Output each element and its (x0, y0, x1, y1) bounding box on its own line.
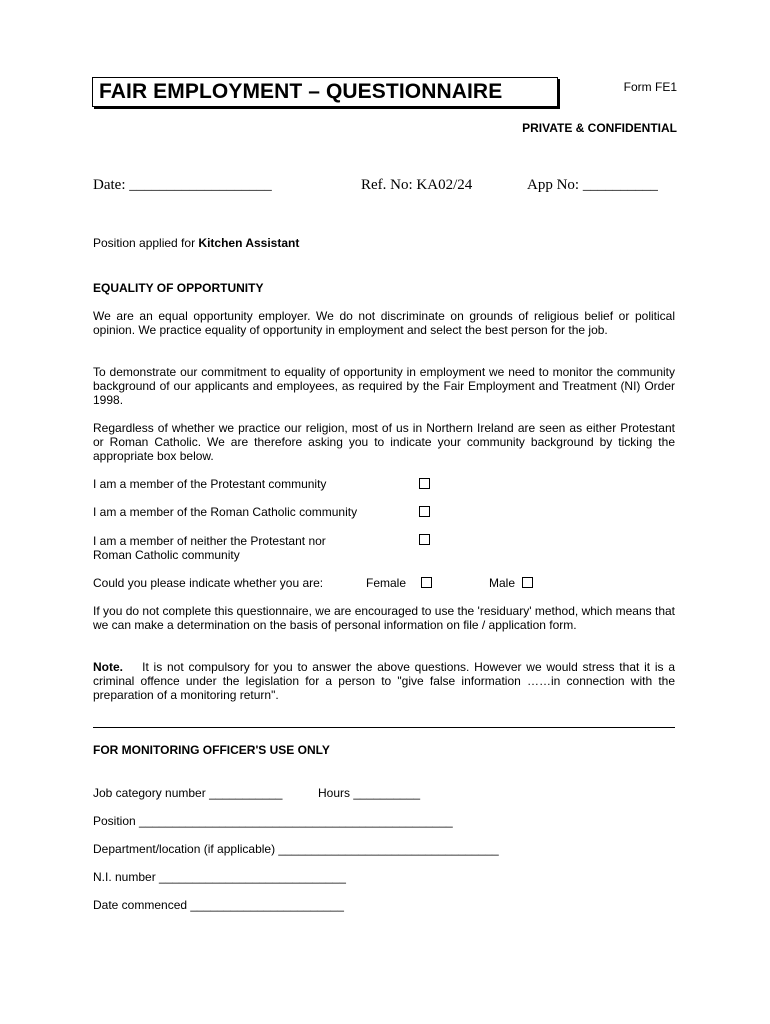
job-category-field[interactable]: Job category number ___________ (93, 786, 283, 800)
checkbox-male[interactable] (522, 577, 533, 588)
hours-field[interactable]: Hours __________ (318, 786, 421, 800)
confidential-label: PRIVATE & CONFIDENTIAL (522, 121, 677, 135)
note-paragraph (93, 660, 675, 702)
equality-paragraph-2: To demonstrate our commitment to equality of opportunity in employment we need to monitor the community background of our applicants and employees, as required by the Fair Employment and Treatment (NI) Order 1998. (93, 365, 675, 407)
option-catholic-label: I am a member of the Roman Catholic community (93, 505, 358, 519)
checkbox-protestant[interactable] (419, 478, 430, 489)
option-neither-label (93, 534, 326, 562)
option-neither-line-1: I am a member of neither the Protestant nor (93, 534, 326, 548)
department-field[interactable]: Department/location (if applicable) _________________________________ (93, 842, 499, 856)
gender-question: Could you please indicate whether you are: (93, 576, 324, 590)
monitoring-position-field[interactable]: Position _______________________________________________ (93, 814, 453, 828)
gender-female-label: Female (366, 576, 407, 590)
equality-paragraph-1: We are an equal opportunity employer. We do not discriminate on grounds of religious belief or political opinion. We practice equality of opportunity in employment and select the best person for the job. (93, 309, 675, 337)
ref-field (361, 177, 472, 194)
gender-male-label: Male (489, 576, 516, 590)
position-applied (93, 236, 299, 250)
divider (93, 727, 675, 728)
equality-heading: EQUALITY OF OPPORTUNITY (93, 281, 264, 295)
option-neither-line-2: Roman Catholic community (93, 548, 240, 562)
form-title: FAIR EMPLOYMENT – QUESTIONNAIRE (99, 80, 503, 103)
ref-value: KA02/24 (416, 177, 473, 193)
residuary-paragraph: If you do not complete this questionnaire, we are encouraged to use the 'residuary' method, which means that we can make a determination on the basis of personal information on file / application form. (93, 604, 675, 632)
option-protestant-label: I am a member of the Protestant community (93, 477, 327, 491)
title-box (92, 77, 558, 107)
checkbox-catholic[interactable] (419, 506, 430, 517)
form-number: Form FE1 (623, 80, 677, 94)
checkbox-female[interactable] (421, 577, 432, 588)
checkbox-neither[interactable] (419, 534, 430, 545)
position-value: Kitchen Assistant (198, 236, 300, 250)
position-label: Position applied for (93, 236, 196, 250)
date-commenced-field[interactable]: Date commenced _______________________ (93, 898, 344, 912)
ref-label: Ref. No: (361, 177, 413, 193)
monitoring-heading: FOR MONITORING OFFICER'S USE ONLY (93, 743, 330, 757)
ni-number-field[interactable]: N.I. number ____________________________ (93, 870, 346, 884)
note-label: Note. (93, 660, 123, 674)
date-field[interactable]: Date: ___________________ (93, 177, 272, 193)
note-text: It is not compulsory for you to answer the above questions. However we would stress that it is a criminal offence under the legislation for a person to "give false information ……in connection with the preparation of a monitoring return". (93, 660, 675, 702)
app-no-field[interactable]: App No: __________ (527, 177, 658, 193)
equality-paragraph-3: Regardless of whether we practice our religion, most of us in Northern Ireland are seen as either Protestant or Roman Catholic. We are therefore asking you to indicate your community background by ticking the appropriate box below. (93, 421, 675, 463)
